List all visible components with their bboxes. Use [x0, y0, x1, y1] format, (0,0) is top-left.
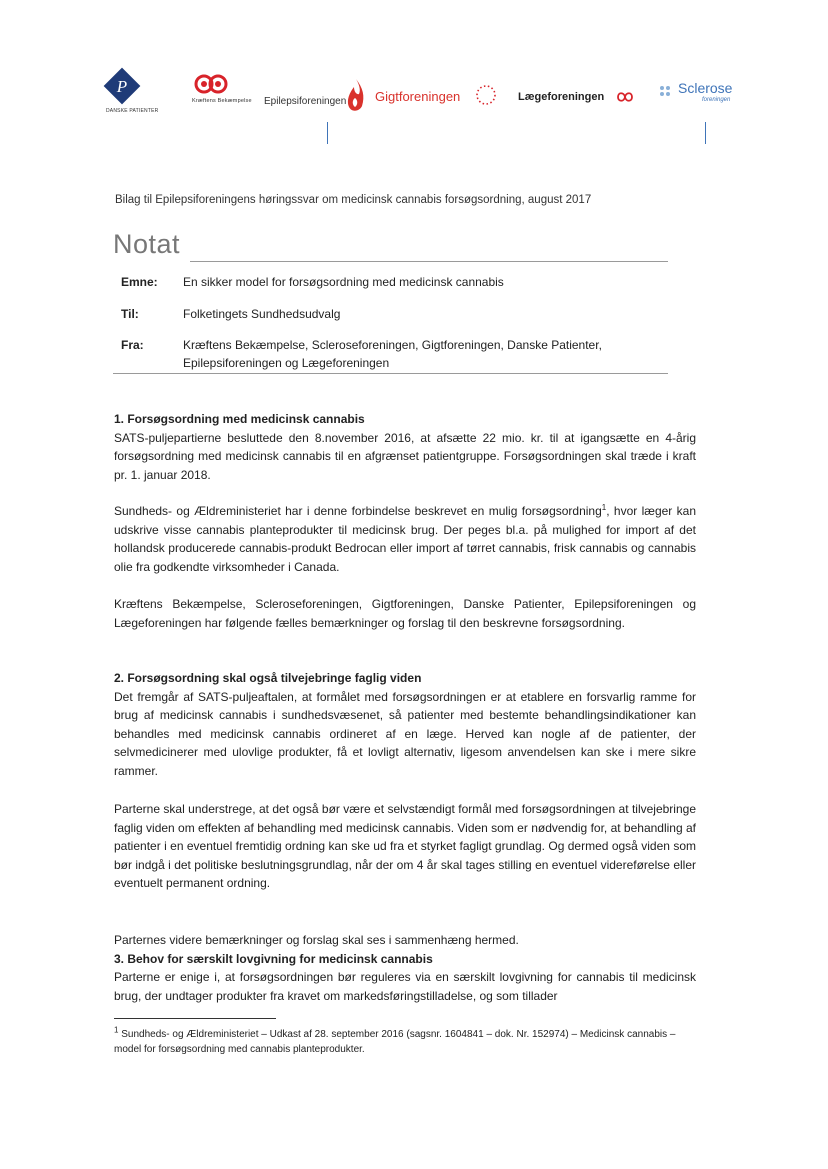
fra-value-2: Epilepsiforeningen og Lægeforeningen	[183, 356, 390, 370]
footnote-mark: 1	[114, 1025, 119, 1035]
vertical-mark-left	[327, 122, 328, 144]
s1-p2-text-b: , hvor læger kan udskrive visse cannabis planteprodukter til medicinsk brug. Der peges bl.a. på mulighed for import af det hollandsk producerede cannabis-produkt Bedrocan eller import af tørret cannabis, frisk cannabis og cannabis olie fra godkendte virksomheder i Canada.	[114, 504, 696, 574]
svg-text:P: P	[116, 77, 128, 96]
section-2-paragraph-3: Parternes videre bemærkninger og forslag skal ses i sammenhæng hermed.	[114, 933, 519, 947]
infinity-icon	[612, 89, 638, 105]
double-ring-icon	[193, 72, 229, 96]
section-3-paragraph-1: Parterne er enige i, at forsøgsordningen bør reguleres via en særskilt lovgivning for cannabis til medicinsk brug, der undtager produkter fra kravet om markedsføringstilladelse, og som tillader	[114, 970, 696, 1003]
gigt-flame-icon	[346, 78, 366, 114]
section-2-p2	[114, 800, 696, 893]
dotted-ring-icon	[474, 83, 498, 107]
danske-patienter-logo	[98, 66, 182, 116]
epilepsiforeningen-logo	[264, 93, 347, 109]
meta-divider	[113, 373, 668, 374]
section-1	[114, 410, 696, 484]
section-2-heading: 2. Forsøgsordning skal også tilvejebringe faglig viden	[114, 671, 422, 685]
laegeforeningen-label: Lægeforeningen	[518, 91, 605, 103]
kraeftens-bekaempelse-label: Kræftens Bekæmpelse	[192, 98, 252, 104]
laegeforeningen-logo	[518, 87, 648, 107]
sclerose-dots-icon	[658, 84, 672, 98]
footnote-text: Sundheds- og Ældreministeriet – Udkast af 28. september 2016 (sagsnr. 1604841 – dok. Nr. 152974) – Medicinsk cannabis – model for forsøgsordning med cannabis planteprodukter.	[114, 1029, 676, 1055]
bilag-line: Bilag til Epilepsiforeningens høringssvar om medicinsk cannabis forsøgsordning, august 2017	[115, 194, 592, 206]
gigtforeningen-label: Gigtforeningen	[375, 88, 461, 104]
sclerose-label: Sclerose	[678, 80, 733, 96]
title-divider	[190, 261, 668, 262]
section-1-paragraph-3: Kræftens Bekæmpelse, Scleroseforeningen, Gigtforeningen, Danske Patienter, Epilepsiforeningen og Lægeforeningen har følgende fælles bemærkninger og forslag til den beskrevne forsøgsordning.	[114, 597, 696, 630]
dotted-ring-logo	[474, 83, 498, 107]
section-3-heading: 3. Behov for særskilt lovgivning for medicinsk cannabis	[114, 951, 433, 966]
logo-strip	[98, 66, 758, 118]
emne-value: En sikker model for forsøgsordning med medicinsk cannabis	[183, 275, 504, 289]
epilepsiforeningen-label: Epilepsiforeningen	[264, 95, 347, 107]
footnote-ref: 1	[601, 503, 607, 512]
til-label: Til:	[121, 307, 139, 321]
section-2	[114, 669, 696, 781]
emne-label: Emne:	[121, 275, 158, 289]
kraeftens-bekaempelse-logo	[193, 66, 263, 116]
gigtforeningen-logo	[346, 76, 471, 116]
section-1-p3	[114, 595, 696, 632]
fra-label: Fra:	[121, 338, 144, 352]
section-1-p2	[114, 502, 696, 576]
footnote-divider	[114, 1018, 276, 1019]
sclerose-sub-label: foreningen	[702, 97, 731, 103]
fra-value-1: Kræftens Bekæmpelse, Scleroseforeningen, Gigtforeningen, Danske Patienter,	[183, 338, 602, 352]
sclerose-logo	[658, 80, 758, 116]
vertical-mark-right	[705, 122, 706, 144]
page-title: Notat	[113, 229, 181, 259]
section-2-paragraph-1: Det fremgår af SATS-puljeaftalen, at formålet med forsøgsordningen er at etablere en forsvarlig ramme for brug af medicinsk cannabis i sundhedsvæsenet, så patienter med bestemte behandlingsindikationer kan behandles med medicinsk cannabis ordineret af en læge. Herved kan nogle af de patienter, der selvmedicinerer med ulovlige produkter, få et lovligt alternativ, ligesom anvendelsen kan ske i mere sikre rammer.	[114, 689, 696, 778]
danske-patienter-label: DANSKE PATIENTER	[106, 108, 159, 114]
section-1-heading: 1. Forsøgsordning med medicinsk cannabis	[114, 412, 365, 426]
section-1-paragraph-2	[114, 502, 696, 576]
section-2-paragraph-2: Parterne skal understrege, at det også bør være et selvstændigt formål med forsøgsordningen at tilvejebringe faglig viden om effekten af behandling med medicinsk cannabis. Viden som er nødvendig for, at behandling af patienter i en eventuel fremtidig ordning kan ske ud fra et styrket fagligt grundlag. Og dermed også viden som bør indgå i det politiske beslutningsgrundlag, når der om 4 år skal tages stilling en eventuel videreførelse eller eventuelt permanent ordning.	[114, 802, 696, 891]
s1-p2-text-a: Sundheds- og Ældreministeriet har i denne forbindelse beskrevet en mulig forsøgsordning	[114, 504, 602, 518]
section-2-p3	[114, 931, 696, 1005]
section-1-paragraph-1: SATS-puljepartierne besluttede den 8.november 2016, at afsætte 22 mio. kr. til at igangsætte en 4-årig forsøgsordning med medicinsk cannabis til en afgrænset patientgruppe. Forsøgsordningen skal træde i kraft pr. 1. januar 2018.	[114, 430, 696, 482]
diamond-p-icon	[102, 66, 142, 106]
til-value: Folketingets Sundhedsudvalg	[183, 307, 341, 321]
footnote	[114, 1027, 696, 1057]
